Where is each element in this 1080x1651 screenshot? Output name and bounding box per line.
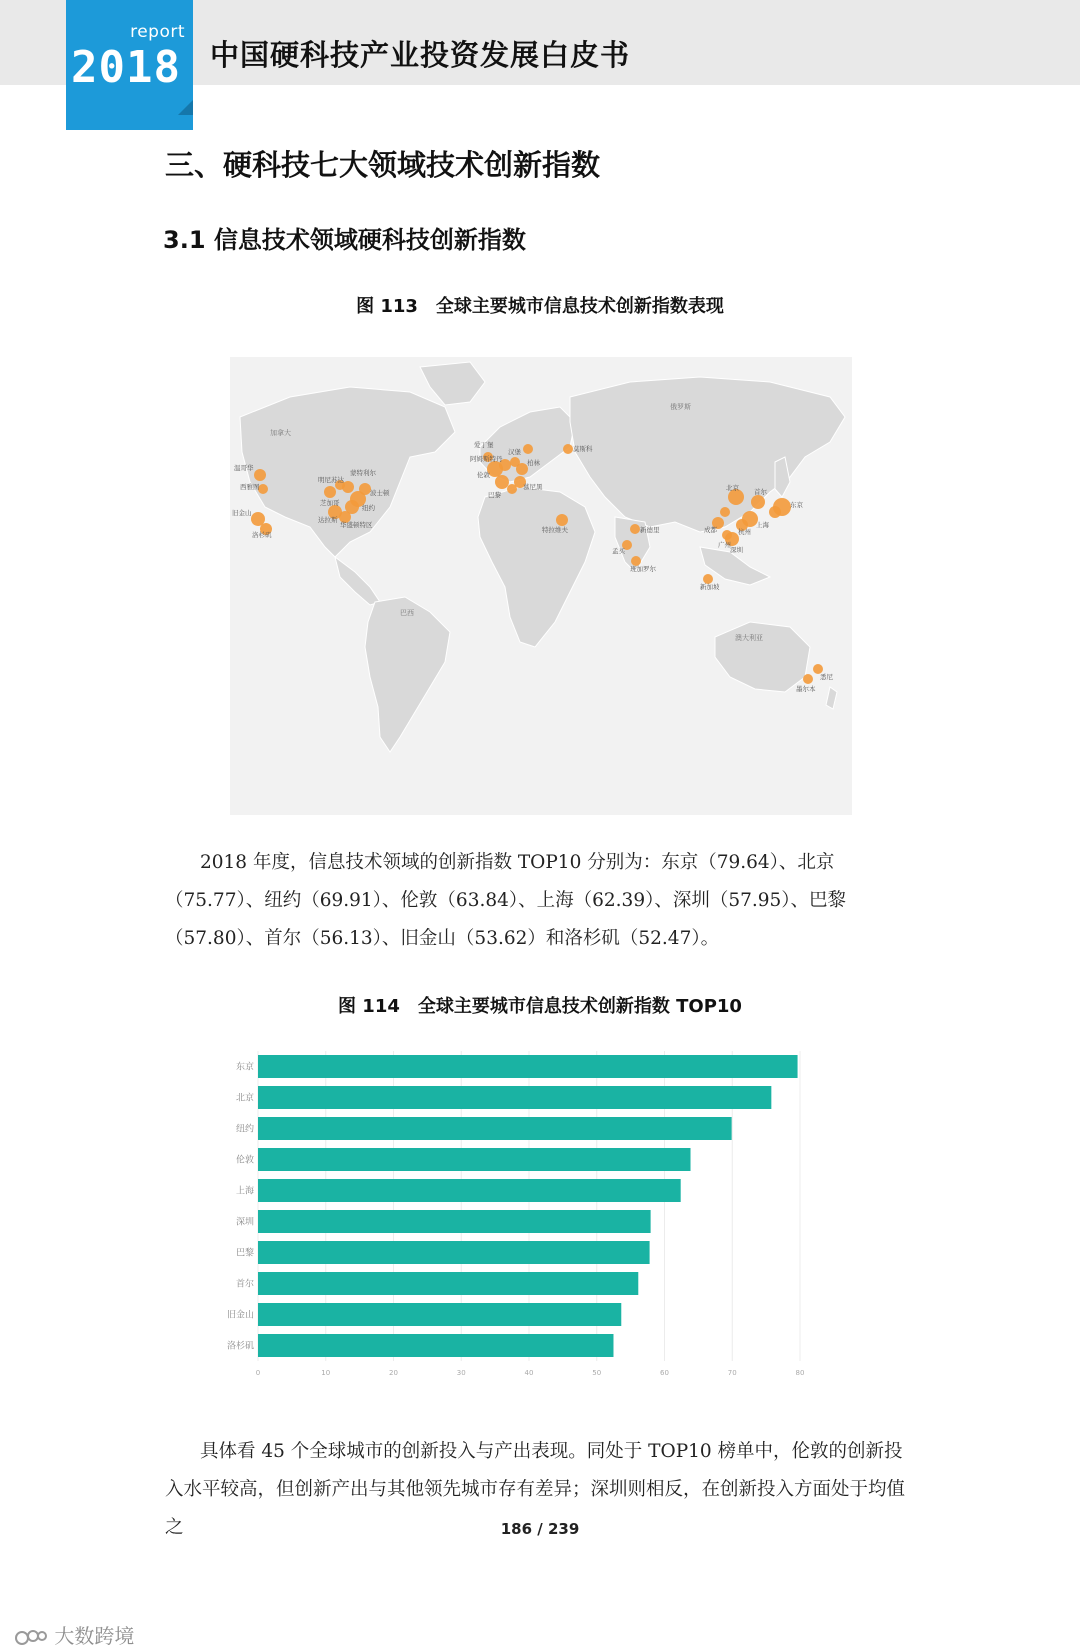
label-chicago: 芝加哥 <box>320 499 340 507</box>
category-label: 纽约 <box>235 1124 254 1135</box>
logo-year-text: 2018 <box>71 42 181 93</box>
x-tick-label: 80 <box>795 1369 805 1377</box>
label-dc: 华盛顿特区 <box>340 521 373 529</box>
label-sydney: 悉尼 <box>820 673 833 681</box>
label-melbourne: 墨尔本 <box>796 685 816 693</box>
label-shenzhen: 深圳 <box>730 546 743 554</box>
label-minneapolis: 明尼苏达 <box>318 476 344 484</box>
dot-seoul <box>751 495 765 509</box>
label-paris: 巴黎 <box>488 491 501 499</box>
label-bangalore: 班加罗尔 <box>630 565 656 573</box>
figure-114-caption: 图 114 全球主要城市信息技术创新指数 TOP10 <box>338 996 742 1017</box>
label-la: 洛杉矶 <box>252 531 272 539</box>
dot-chicago <box>324 486 336 498</box>
report-logo <box>66 0 193 130</box>
bar <box>258 1303 621 1326</box>
label-moscow: 莫斯科 <box>573 445 593 453</box>
label-mumbai: 孟买 <box>612 547 625 555</box>
dot-vancouver <box>254 469 266 481</box>
label-ny: 纽约 <box>362 504 375 512</box>
label-shanghai: 上海 <box>756 521 769 529</box>
watermark-logo-icon <box>14 1628 48 1648</box>
label-berlin: 柏林 <box>527 459 540 467</box>
label-london: 伦敦 <box>477 471 490 479</box>
watermark <box>14 1620 134 1649</box>
label-canada: 加拿大 <box>270 429 291 437</box>
x-tick-label: 60 <box>660 1369 669 1377</box>
logo-report-text: report <box>130 22 185 42</box>
label-amsterdam: 阿姆斯特丹 <box>470 455 503 463</box>
bar <box>258 1241 650 1264</box>
dot-melbourne <box>803 674 813 684</box>
label-munich: 慕尼黑 <box>523 483 543 491</box>
dot-stockholm <box>523 444 533 454</box>
label-dallas: 达拉斯 <box>318 516 338 524</box>
category-label: 旧金山 <box>226 1310 254 1321</box>
label-sf: 旧金山 <box>232 509 252 517</box>
label-beijing: 北京 <box>726 484 739 492</box>
world-map-svg <box>230 357 852 815</box>
x-tick-label: 50 <box>592 1369 602 1377</box>
paragraph-input-output: 具体看 45 个全球城市的创新投入与产出表现。同处于 TOP10 榜单中，伦敦的创新投入水平较高，但创新产出与其他领先城市存有差异；深圳则相反，在创新投入方面处于均值之 <box>165 1441 906 1538</box>
x-tick-label: 0 <box>255 1369 261 1377</box>
category-label: 洛杉矶 <box>226 1341 254 1352</box>
dot-seattle <box>258 484 268 494</box>
category-label: 东京 <box>235 1062 254 1073</box>
label-singapore: 新加坡 <box>700 583 720 591</box>
bar-chart-svg <box>226 1045 850 1415</box>
category-label: 首尔 <box>235 1279 254 1290</box>
category-label: 北京 <box>235 1093 254 1104</box>
subsection-title: 3.1 信息技术领域硬科技创新指数 <box>163 226 526 254</box>
label-delhi: 新德里 <box>640 526 660 534</box>
category-label: 伦敦 <box>235 1155 254 1166</box>
label-seattle: 西雅图 <box>240 483 260 491</box>
dot-guangzhou <box>722 530 732 540</box>
bar <box>258 1055 798 1078</box>
dot-xian <box>720 507 730 517</box>
label-vancouver: 温哥华 <box>234 464 254 472</box>
bar <box>258 1334 613 1357</box>
category-label: 深圳 <box>235 1217 254 1228</box>
dot-hamburg <box>510 457 520 467</box>
label-hamburg: 汉堡 <box>508 448 521 456</box>
paragraph-top10-summary: 2018 年度，信息技术领域的创新指数 TOP10 分别为：东京（79.64）、北京（75.77）、纽约（69.91）、伦敦（63.84）、上海（62.39）、深圳（57.95）、巴黎（57.80）、首尔（56.13）、旧金山（53.62）和洛杉矶（52.47）。 <box>165 852 847 949</box>
document-title: 中国硬科技产业投资发展白皮书 <box>210 38 631 72</box>
category-label: 巴黎 <box>235 1248 254 1259</box>
label-dublin: 爱丁堡 <box>474 441 494 449</box>
dot-moscow <box>563 444 573 454</box>
bar-chart-top10 <box>226 1045 850 1415</box>
dot-osaka <box>769 506 781 518</box>
x-tick-label: 30 <box>456 1369 466 1377</box>
dot-zurich <box>507 484 517 494</box>
label-guangzhou: 广州 <box>718 541 731 549</box>
x-tick-label: 20 <box>389 1369 398 1377</box>
label-boston: 波士顿 <box>370 489 390 497</box>
logo-fold <box>178 100 193 115</box>
figure-113-caption: 图 113 全球主要城市信息技术创新指数表现 <box>356 296 724 317</box>
dot-delhi <box>630 524 640 534</box>
x-tick-label: 10 <box>321 1369 331 1377</box>
label-chengdu: 成都 <box>704 526 717 534</box>
bar <box>258 1117 732 1140</box>
label-russia: 俄罗斯 <box>670 403 691 411</box>
x-tick-label: 70 <box>727 1369 737 1377</box>
label-hangzhou: 杭州 <box>738 528 751 536</box>
page-number: 186 / 239 <box>500 1520 580 1538</box>
world-map <box>230 357 852 815</box>
watermark-text: 大数跨境 <box>54 1624 135 1648</box>
label-brazil: 巴西 <box>400 609 414 617</box>
label-toronto: 蒙特利尔 <box>350 469 376 477</box>
label-australia: 澳大利亚 <box>735 634 763 642</box>
bar <box>258 1148 691 1171</box>
label-seoul: 首尔 <box>754 488 767 496</box>
dot-telaviv <box>556 514 568 526</box>
label-tokyo: 东京 <box>790 501 803 509</box>
bar <box>258 1179 681 1202</box>
section-title: 三、硬科技七大领域技术创新指数 <box>165 148 601 182</box>
category-label: 上海 <box>235 1186 254 1197</box>
bar <box>258 1210 651 1233</box>
x-tick-label: 40 <box>524 1369 534 1377</box>
bar <box>258 1086 771 1109</box>
dot-paris <box>495 475 509 489</box>
label-telaviv: 特拉维夫 <box>542 526 568 534</box>
bar <box>258 1272 638 1295</box>
